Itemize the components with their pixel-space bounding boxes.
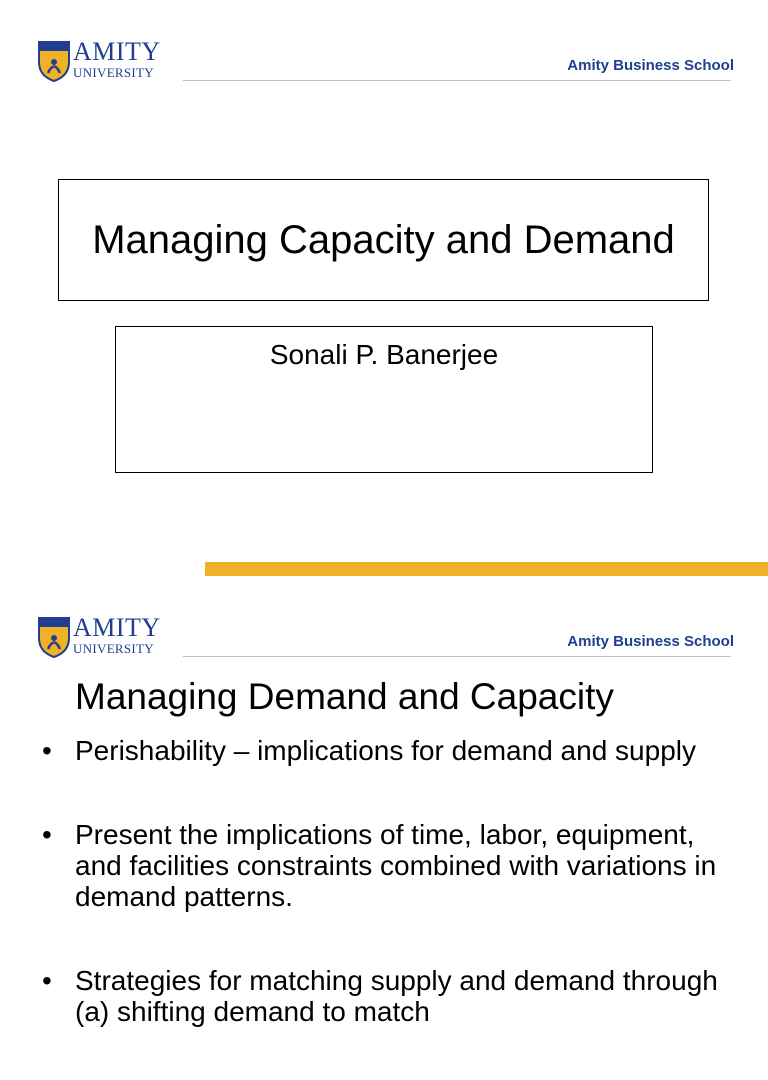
header-rule	[183, 80, 731, 81]
shield-icon	[37, 40, 71, 82]
bullet-icon: •	[42, 965, 52, 996]
shield-icon	[37, 616, 71, 658]
bullet-text: Strategies for matching supply and demand through (a) shifting demand to match	[75, 965, 718, 1027]
bullet-icon: •	[42, 735, 52, 766]
slide-title: Managing Demand and Capacity	[75, 676, 614, 717]
header-rule	[183, 656, 731, 657]
logo-wordmark: AMITY	[73, 37, 161, 66]
slide-title: Managing Capacity and Demand	[92, 218, 675, 262]
bullet-icon: •	[42, 819, 52, 850]
logo-subtitle: UNIVERSITY	[73, 641, 154, 656]
school-name: Amity Business School	[567, 57, 734, 74]
accent-bar	[205, 562, 768, 576]
logo-wordmark: AMITY	[73, 613, 161, 642]
slide-2	[0, 576, 768, 1027]
subtitle-box	[115, 326, 653, 473]
bullet-list	[42, 735, 742, 1080]
school-name: Amity Business School	[567, 633, 734, 650]
list-item	[42, 735, 742, 766]
amity-logo	[37, 37, 167, 84]
amity-logo	[37, 613, 167, 660]
list-item	[42, 965, 742, 1027]
logo-subtitle: UNIVERSITY	[73, 65, 154, 80]
author-name: Sonali P. Banerjee	[269, 339, 499, 370]
bullet-text: Present the implications of time, labor, equipment, and facilities constraints combined with variations in demand patterns.	[75, 819, 717, 912]
title-box	[58, 179, 709, 301]
bullet-text: Perishability – implications for demand and supply	[75, 735, 696, 766]
list-item	[42, 819, 742, 912]
